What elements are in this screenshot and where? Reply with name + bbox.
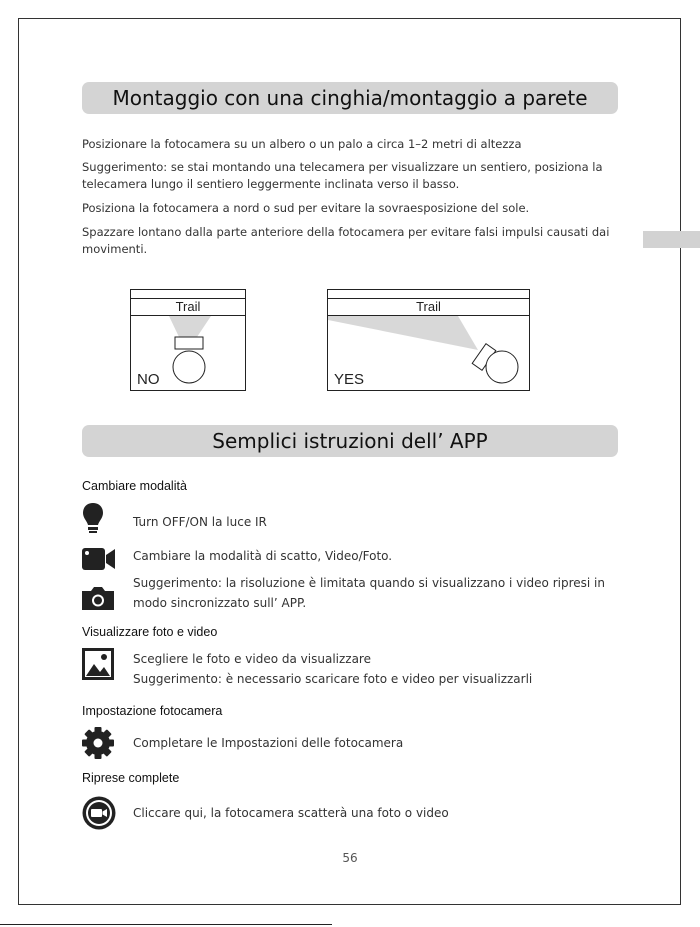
- gear-icon: [82, 727, 114, 759]
- bulb-icon: [82, 502, 104, 534]
- heading-complete-shots: Riprese complete: [82, 771, 180, 785]
- diagram-no-trail-label: Trail: [175, 299, 201, 314]
- page-number: 56: [342, 851, 358, 865]
- diagram-yes-trail-label: Trail: [416, 299, 441, 314]
- mode-text: Cambiare la modalità di scatto, Video/Foto.: [133, 549, 393, 563]
- paragraph-clear-front: Spazzare lontano dalla parte anteriore della fotocamera per evitare falsi impulsi causati dai movimenti.: [82, 225, 610, 256]
- paragraph-trail-tip: Suggerimento: se stai montando una telecamera per visualizzare un sentiero, posiziona la telecamera lungo il sentiero leggermente inclinata verso il basso.: [82, 160, 603, 191]
- heading-view-media: Visualizzare foto e video: [82, 625, 218, 639]
- diagram-no: [130, 289, 246, 391]
- side-tab: [643, 231, 700, 248]
- diagram-yes-verdict: YES: [334, 371, 365, 388]
- gallery-icon: [82, 648, 114, 680]
- shoot-text: Cliccare qui, la fotocamera scatterà una foto o video: [133, 806, 449, 820]
- mode-tip-line-2: modo sincronizzato sull’ APP.: [133, 596, 307, 610]
- photo-camera-icon: [82, 586, 114, 610]
- diagram-yes: [327, 289, 530, 391]
- settings-text: Completare le Impostazioni delle fotocamera: [133, 736, 404, 750]
- diagram-no-verdict: NO: [137, 371, 160, 388]
- video-camera-icon: [82, 548, 116, 570]
- section-title-mounting: Montaggio con una cinghia/montaggio a parete: [82, 82, 618, 114]
- gallery-line-1: Scegliere le foto e video da visualizzare: [133, 652, 371, 666]
- heading-change-mode: Cambiare modalità: [82, 479, 187, 493]
- heading-camera-settings: Impostazione fotocamera: [82, 704, 223, 718]
- mode-tip-line-1: Suggerimento: la risoluzione è limitata quando si visualizzano i video ripresi in: [133, 576, 605, 590]
- paragraph-height: Posizionare la fotocamera su un albero o un palo a circa 1–2 metri di altezza: [82, 137, 522, 151]
- section-title-app: Semplici istruzioni dell’ APP: [82, 425, 618, 457]
- paragraph-orientation: Posiziona la fotocamera a nord o sud per evitare la sovraesposizione del sole.: [82, 201, 530, 215]
- gallery-line-2: Suggerimento: è necessario scaricare foto e video per visualizzarli: [133, 672, 533, 686]
- ir-light-text: Turn OFF/ON la luce IR: [133, 515, 267, 529]
- bottom-rule: [0, 924, 332, 925]
- record-button-icon: [82, 796, 116, 830]
